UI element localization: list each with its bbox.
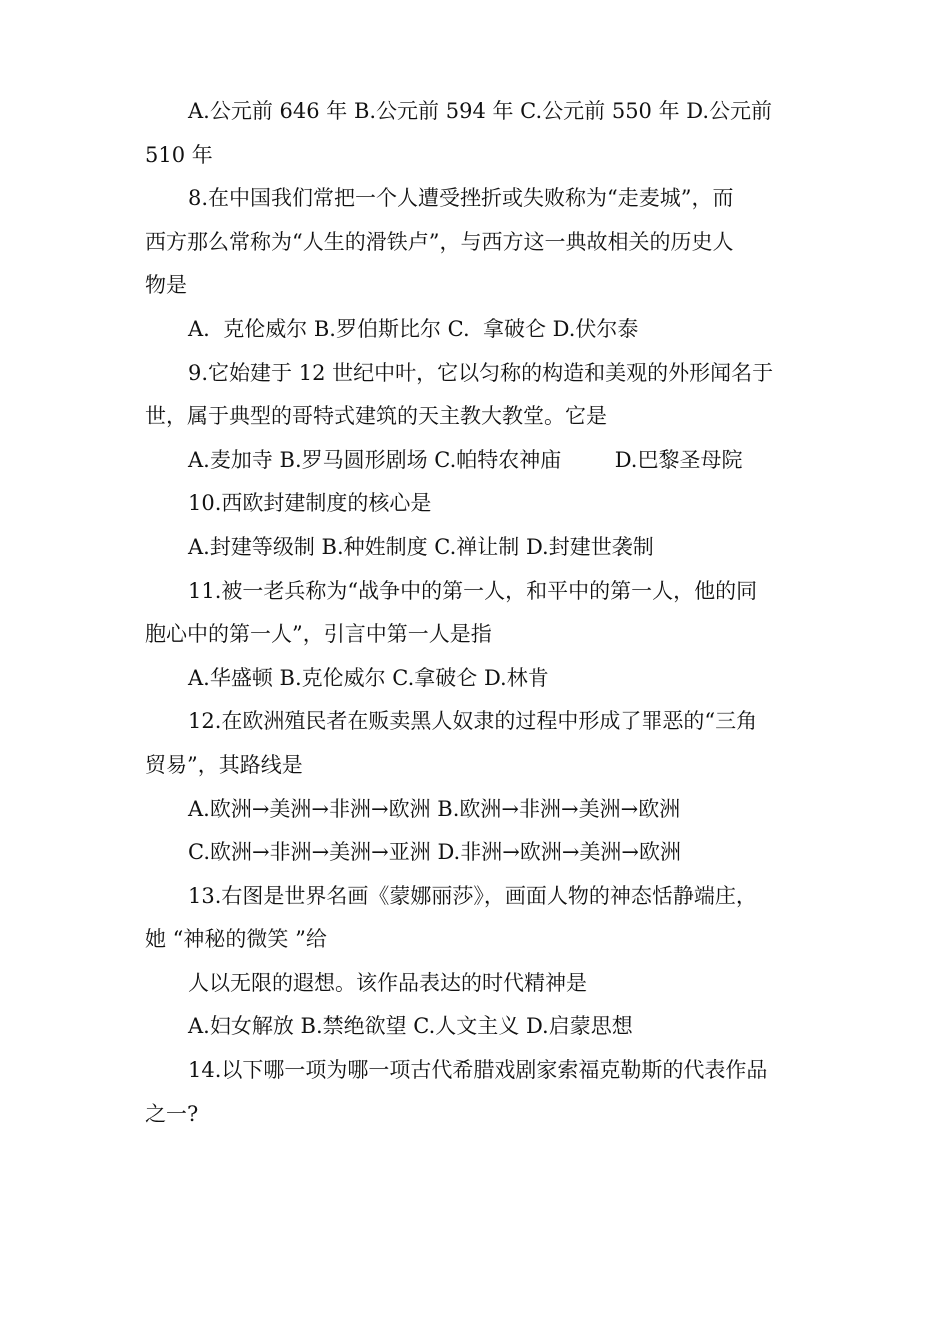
text-line: 贸易”，其路线是 [145, 752, 303, 777]
text-line: 她 “神秘的微笑 ”给 [145, 927, 327, 952]
text-line: 胞心中的第一人”，引言中第一人是指 [145, 622, 492, 647]
text-line: 12.在欧洲殖民者在贩卖黑人奴隶的过程中形成了罪恶的“三角 [188, 709, 758, 734]
text-line: A.封建等级制 B.种姓制度 C.禅让制 D.封建世袭制 [188, 534, 654, 559]
text-line: 8.在中国我们常把一个人遭受挫折或失败称为“走麦城”，而 [188, 186, 734, 211]
text-line: 13.右图是世界名画《蒙娜丽莎》，画面人物的神态恬静端庄， [188, 883, 757, 908]
document-body [145, 90, 810, 1136]
text-line: 14.以下哪一项为哪一项古代希腊戏剧家索福克勒斯的代表作品 [188, 1058, 768, 1083]
text-line: 人以无限的遐想。该作品表达的时代精神是 [188, 970, 587, 995]
text-line: A.麦加寺 B.罗马圆形剧场 C.帕特农神庙 D.巴黎圣母院 [188, 447, 743, 472]
text-line: 10.西欧封建制度的核心是 [188, 491, 432, 516]
text-line: A.公元前 646 年 B.公元前 594 年 C.公元前 550 年 D.公元前 [188, 99, 773, 123]
text-line: C.欧洲→非洲→美洲→亚洲 D.非洲→欧洲→美洲→欧洲 [188, 840, 682, 865]
text-line: 西方那么常称为“人生的滑铁卢”，与西方这一典故相关的历史人 [145, 229, 734, 254]
text-line: A.欧洲→美洲→非洲→欧洲 B.欧洲→非洲→美洲→欧洲 [188, 796, 681, 821]
text-line: 物是 [145, 273, 187, 298]
text-line: 11.被一老兵称为“战争中的第一人，和平中的第一人，他的同 [188, 578, 758, 603]
text-line: 之一? [145, 1101, 199, 1126]
text-line: A. 克伦威尔 B.罗伯斯比尔 C. 拿破仑 D.伏尔泰 [188, 316, 639, 341]
text-line: 510 年 [145, 142, 213, 167]
text-line: A.华盛顿 B.克伦威尔 C.拿破仑 D.林肯 [188, 665, 549, 690]
text-line: A.妇女解放 B.禁绝欲望 C.人文主义 D.启蒙思想 [188, 1014, 633, 1039]
text-line: 9.它始建于 12 世纪中叶，它以匀称的构造和美观的外形闻名于 [188, 360, 774, 385]
text-line: 世，属于典型的哥特式建筑的天主教大教堂。它是 [145, 404, 607, 429]
